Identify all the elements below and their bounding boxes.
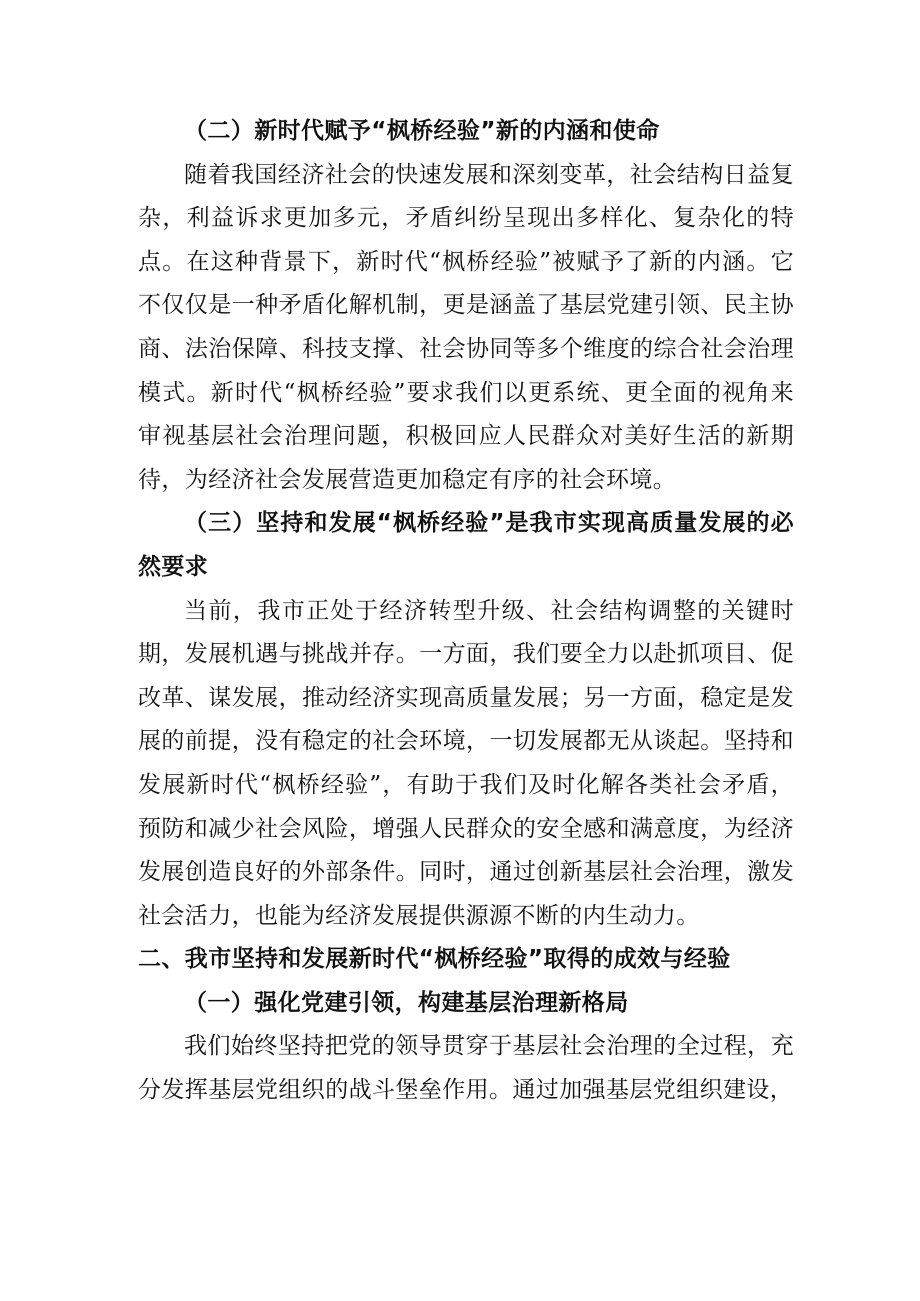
subheading-1: （一）强化党建引领，构建基层治理新格局 xyxy=(184,989,629,1016)
document-body xyxy=(138,110,794,1113)
section-heading-2: 二、我市坚持和发展新时代“枫桥经验”取得的成效与经验 xyxy=(138,946,731,973)
subheading-2: （二）新时代赋予“枫桥经验”新的内涵和使命 xyxy=(184,118,660,144)
paragraph-party-leadership: 我们始终坚持把党的领导贯穿于基层社会治理的全过程，充分发挥基层党组织的战斗堡垒作用。通过加强基层党组织建设， xyxy=(138,1033,794,1104)
paragraph-new-connotation: 随着我国经济社会的快速发展和深刻变革，社会结构日益复杂，利益诉求更加多元，矛盾纠纷呈现出多样化、复杂化的特点。在这种背景下，新时代“枫桥经验”被赋予了新的内涵。它不仅仅是一种矛盾化解机制，更是涵盖了基层党建引领、民主协商、法治保障、科技支撑、社会协同等多个维度的综合社会治理模式。新时代“枫桥经验”要求我们以更系统、更全面的视角来审视基层社会治理问题，积极回应人民群众对美好生活的新期待，为经济社会发展营造更加稳定有序的社会环境。 xyxy=(138,161,794,493)
subheading-3: （三）坚持和发展“枫桥经验”是我市实现高质量发展的必然要求 xyxy=(138,510,794,580)
paragraph-high-quality-development: 当前，我市正处于经济转型升级、社会结构调整的关键时期，发展机遇与挑战并存。一方面，我们要全力以赴抓项目、促改革、谋发展，推动经济实现高质量发展；另一方面，稳定是发展的前提，没有稳定的社会环境，一切发展都无从谈起。坚持和发展新时代“枫桥经验”，有助于我们及时化解各类社会矛盾，预防和减少社会风险，增强人民群众的安全感和满意度，为经济发展创造良好的外部条件。同时，通过创新基层社会治理，激发社会活力，也能为经济发展提供源源不断的内生动力。 xyxy=(138,597,794,929)
